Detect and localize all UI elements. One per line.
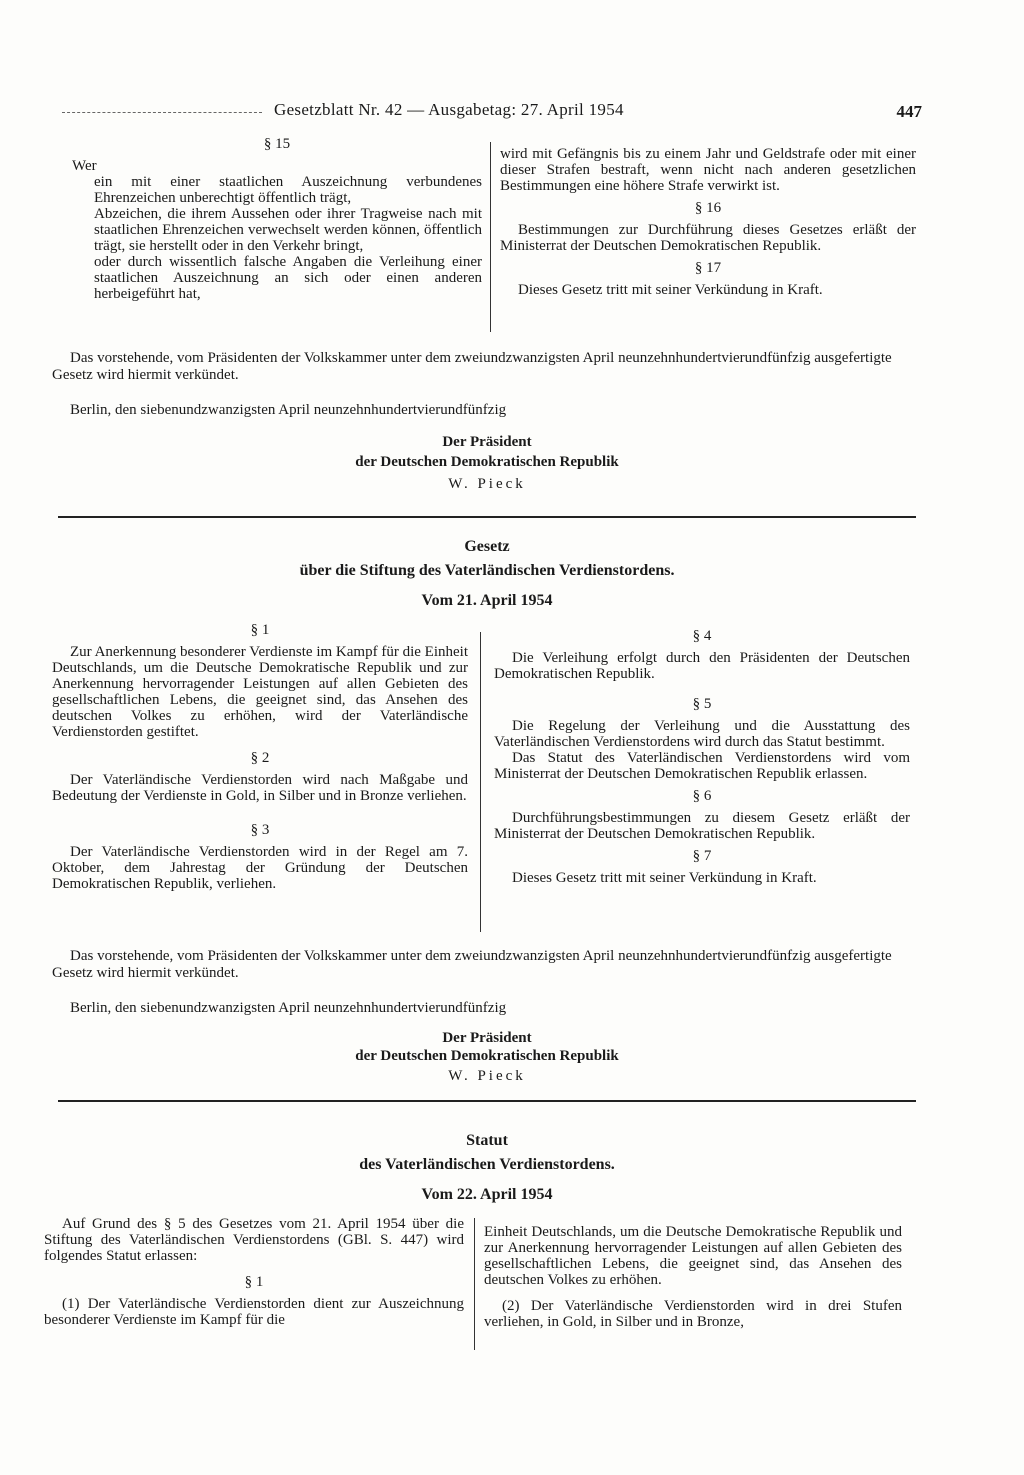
statute-intro: Auf Grund des § 5 des Gesetzes vom 21. April 1954 über die Stiftung des Vaterländischen Verdienstordens (GBl. S. 447) wird folgendes Statut erlassen: [44, 1216, 464, 1264]
law2-signer-office: der Deutschen Demokratischen Republik [355, 1048, 619, 1064]
law1-left-column [72, 136, 482, 302]
law1-sec15-item: oder durch wissentlich falsche Angaben die Verleihung einer staatlichen Auszeichnung an sich oder einen anderen herbeigeführt hat, [94, 254, 482, 302]
law1-signer-name: W. Pieck [448, 476, 526, 492]
law1-sec15-intro: Wer [72, 158, 97, 174]
law2-s1-text: Zur Anerkennung besonderer Verdienste im Kampf für die Einheit Deutschlands, um die Deutsche Demokratische Republik und zur Anerkennung hervorragender Leistungen auf allen Gebieten des gesellschaftlichen Lebens, die geeignet sind, das Ansehen des deutschen Volkes zu erhöhen, wird der Vaterländische Verdienstorden gestiftet. [52, 644, 468, 740]
law2-s3-text: Der Vaterländische Verdienstorden wird in der Regel am 7. Oktober, dem Jahrestag der Gründung der Deutschen Demokratischen Republik, verliehen. [52, 844, 468, 892]
law1-right-column [500, 146, 916, 298]
law1-sec16-heading: § 16 [694, 200, 722, 216]
statute-s1-p1-start: (1) Der Vaterländische Verdienstorden dient zur Auszeichnung besonderer Verdienste im Kampf für die [44, 1296, 464, 1328]
law1-sec17-heading: § 17 [694, 260, 722, 276]
section-separator [58, 1100, 916, 1102]
law1-sec16-text: Bestimmungen zur Durchführung dieses Gesetzes erläßt der Ministerrat der Deutschen Demokratischen Republik. [500, 222, 916, 254]
law2-subtitle: über die Stiftung des Vaterländischen Verdienstordens. [299, 562, 675, 579]
law1-promulgation: Das vorstehende, vom Präsidenten der Volkskammer unter dem zweiundzwanzigsten April neunzehnhundertvierundfünfzig ausgefertigte Gesetz wird hiermit verkündet. [52, 350, 892, 383]
law2-s3-heading: § 3 [250, 822, 270, 838]
column-divider [474, 1218, 475, 1350]
column-divider [480, 632, 481, 932]
law1-signer-title: Der Präsident [442, 434, 532, 450]
column-divider [490, 142, 491, 332]
law1-sec15-item: Abzeichen, die ihrem Aussehen oder ihrer Tragweise nach mit staatlichen Ehrenzeichen verwechselt werden können, öffentlich trägt, sie herstellt oder in den Verkehr bringt, [94, 206, 482, 254]
statute-title: Statut [466, 1132, 508, 1149]
law1-sec15-heading: § 15 [263, 136, 291, 152]
law1-signer-office: der Deutschen Demokratischen Republik [355, 454, 619, 470]
law2-left-column [52, 616, 468, 892]
law1-sec15-penalty: wird mit Gefängnis bis zu einem Jahr und Geldstrafe oder mit einer dieser Strafen bestraft, wenn nicht nach anderen gesetzlichen Bestimmungen eine höhere Strafe verwirkt ist. [500, 146, 916, 194]
header-rule [62, 112, 262, 113]
law1-place-date: Berlin, den siebenundzwanzigsten April neunzehnhundertvierundfünfzig [70, 402, 507, 418]
statute-right-column [484, 1224, 902, 1330]
page-number: 447 [896, 102, 922, 121]
statute-s1-p1-end: Einheit Deutschlands, um die Deutsche Demokratische Republik und zur Anerkennung hervorragender Leistungen auf allen Gebieten des gesellschaftlichen Lebens, die geeignet sind, das Ansehen des deutschen Volkes zu erhöhen. [484, 1224, 902, 1288]
law2-s4-heading: § 4 [692, 628, 712, 644]
law2-date: Vom 21. April 1954 [421, 592, 553, 609]
statute-s1-heading: § 1 [244, 1274, 264, 1290]
law2-signer-title: Der Präsident [442, 1030, 532, 1046]
law2-right-column [494, 622, 910, 886]
section-separator [58, 516, 916, 518]
law2-s5-heading: § 5 [692, 696, 712, 712]
statute-date: Vom 22. April 1954 [421, 1186, 553, 1203]
statute-s1-p2: (2) Der Vaterländische Verdienstorden wird in drei Stufen verliehen, in Gold, in Silber und in Bronze, [484, 1298, 902, 1330]
law2-s5-text-1: Die Regelung der Verleihung und die Ausstattung des Vaterländischen Verdienstordens wird durch das Statut bestimmt. [494, 718, 910, 750]
law1-sec15-item: ein mit einer staatlichen Auszeichnung verbundenes Ehrenzeichen unberechtigt öffentlich trägt, [94, 174, 482, 206]
law2-s6-text: Durchführungsbestimmungen zu diesem Gesetz erläßt der Ministerrat der Deutschen Demokratischen Republik. [494, 810, 910, 842]
law2-s1-heading: § 1 [250, 622, 270, 638]
law2-s2-heading: § 2 [250, 750, 270, 766]
statute-subtitle: des Vaterländischen Verdienstordens. [359, 1156, 615, 1173]
statute-left-column [44, 1216, 464, 1328]
law2-s7-text: Dieses Gesetz tritt mit seiner Verkündung in Kraft. [512, 870, 817, 886]
law1-sec17-text: Dieses Gesetz tritt mit seiner Verkündung in Kraft. [518, 282, 823, 298]
header-title: Gesetzblatt Nr. 42 — Ausgabetag: 27. April 1954 [274, 100, 624, 119]
page-header [62, 100, 922, 124]
law2-title: Gesetz [464, 538, 510, 555]
law2-signer-name: W. Pieck [448, 1068, 526, 1084]
law2-s6-heading: § 6 [692, 788, 712, 804]
law2-s7-heading: § 7 [692, 848, 712, 864]
law2-s5-text-2: Das Statut des Vaterländischen Verdienstordens wird vom Ministerrat der Deutschen Demokratischen Republik erlassen. [494, 750, 910, 782]
law2-place-date: Berlin, den siebenundzwanzigsten April neunzehnhundertvierundfünfzig [70, 1000, 507, 1016]
law2-promulgation: Das vorstehende, vom Präsidenten der Volkskammer unter dem zweiundzwanzigsten April neunzehnhundertvierundfünfzig ausgefertigte Gesetz wird hiermit verkündet. [52, 948, 892, 981]
law2-s4-text: Die Verleihung erfolgt durch den Präsidenten der Deutschen Demokratischen Republik. [494, 650, 910, 682]
law2-s2-text: Der Vaterländische Verdienstorden wird nach Maßgabe und Bedeutung der Verdienste in Gold, in Silber und in Bronze verliehen. [52, 772, 468, 804]
